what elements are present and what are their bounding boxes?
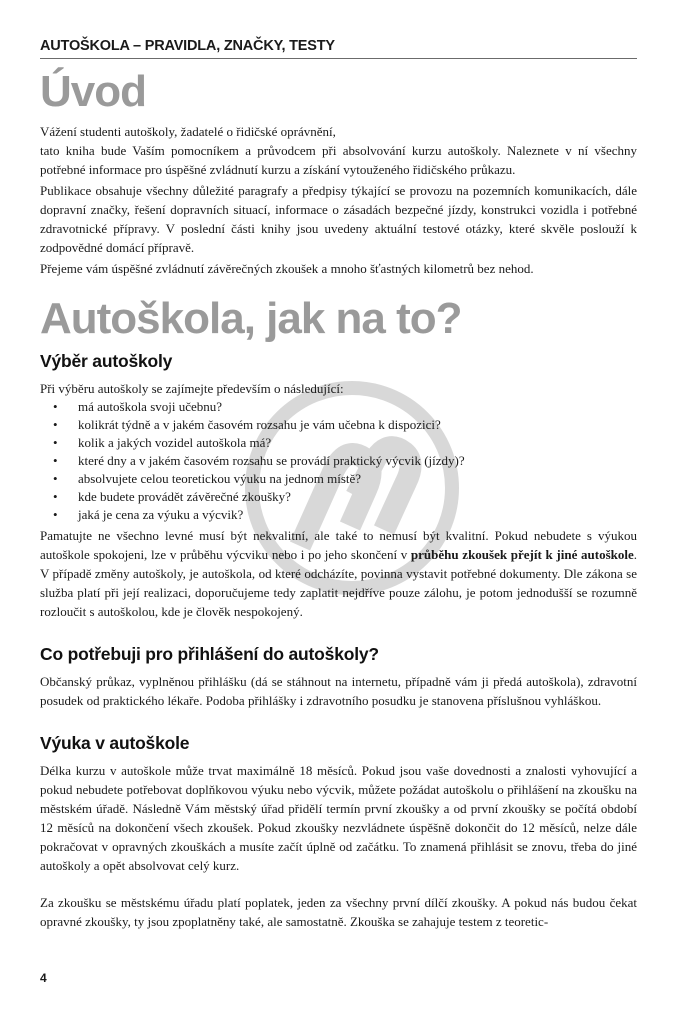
chapter-title: Autoškola, jak na to? (40, 294, 462, 343)
teaching-paragraph: Za zkoušku se městskému úřadu platí poplatek, jeden za všechny první dílčí zkoušky. A pokud nás budou čekat opravné zkoušky, ty jsou zpoplatněny také, ale samostatně. Zkouška se zahajuje testem z teoretic- (40, 895, 637, 929)
bullet-icon: • (53, 471, 58, 486)
bullet-icon: • (53, 453, 58, 468)
list-item: • kolik a jakých vozidel autoškola má? (53, 435, 272, 450)
list-item: • absolvujete celou teoretickou výuku na jednom místě? (53, 471, 362, 486)
section-heading-registration: Co potřebuji pro přihlášení do autoškoly? (40, 644, 379, 664)
list-item: • kde budete provádět závěrečné zkoušky? (53, 489, 291, 504)
header-rule (40, 58, 637, 59)
selection-paragraph: Pamatujte ne všechno levné musí být nekvalitní, ale také to nemusí být kvalitní. Pokud nebudete s výukou autoškole spokojeni, lze v průběhu výcviku nebo i po jeho skončení v průběhu zkoušek přejít k jiné autoškole. V případě změny autoškoly, je autoškola, od které odcházíte, povinna vystavit potřebné dokumenty. Dle zákona se služba platí při její realizaci, doporučujeme tedy zaplatit nejdříve pouze zálohu, je potom jednodušší se rozumně rozloučit s autoškolou, kde je člověk nespokojený. (40, 528, 638, 619)
bullet-icon: • (53, 399, 58, 414)
intro-greeting: Vážení studenti autoškoly, žadatelé o řidičské oprávnění, (40, 124, 336, 139)
list-item: • má autoškola svoji učebnu? (53, 399, 223, 414)
bullet-icon: • (53, 435, 58, 450)
intro-paragraph: Publikace obsahuje všechny důležité paragrafy a předpisy týkající se provozu na pozemních komunikacích, dále dopravní značky, řešení dopravních situací, informace o zásadách bezpečné jízdy, konstrukci vozidla i potřebné zdravotnické přípravy. V poslední části knihy jsou uvedeny aktuální testové otázky, které skvěle poslouží k zodpovědné domácí přípravě. (40, 183, 637, 255)
running-header: AUTOŠKOLA – PRAVIDLA, ZNAČKY, TESTY (40, 38, 335, 54)
bullet-icon: • (53, 489, 58, 504)
teaching-paragraph: Délka kurzu v autoškole může trvat maximálně 18 měsíců. Pokud jsou vaše dovednosti a znalosti vyhovující a pokud nebudete potřebovat doplňkovou výuku nebo výcvik, můžete požádat autoškolu o přihlášení na zkoušku na městském úřadě. Následně Vám městský úřad přidělí termín první zkoušky a od první zkoušky se počítá období 12 měsíců na dokončení všech zkoušek. Pokud zkoušky nezvládnete úspěšně dokončit do 12 měsíců, nelze dále pokračovat v opravných zkouškách a musíte začít úplně od začátku. To znamená přihlásit se znovu, třeba do jiné autoškoly a opět absolvovat celý kurz. (40, 763, 637, 873)
intro-paragraph: tato kniha bude Vaším pomocníkem a průvodcem při absolvování kurzu autoškoly. Naleznete v ní všechny potřebné informace pro úspěšné zvládnutí kurzu a získání vytouženého řidičského průkazu. (40, 143, 637, 177)
page-content (40, 65, 637, 931)
list-item: • které dny a v jakém časovém rozsahu se provádí praktický výcvik (jízdy)? (53, 453, 465, 468)
section-heading-selection: Výběr autoškoly (40, 351, 173, 371)
registration-paragraph: Občanský průkaz, vyplněnou přihlášku (dá se stáhnout na internetu, případně vám ji předá autoškola), zdravotní posudek od praktického lékaře. Podoba přihlášky i zdravotního posudku je stanovena příslušnou vyhláškou. (40, 674, 637, 708)
page-number: 4 (40, 971, 47, 985)
bullet-icon: • (53, 417, 58, 432)
selection-lead: Při výběru autoškoly se zajímejte především o následující: (40, 381, 344, 396)
list-item: • kolikrát týdně a v jakém časovém rozsahu je vám učebna k dispozici? (53, 417, 441, 432)
list-item: • jaká je cena za výuku a výcvik? (53, 507, 244, 522)
bullet-icon: • (53, 507, 58, 522)
intro-paragraph: Přejeme vám úspěšné zvládnutí závěrečných zkoušek a mnoho šťastných kilometrů bez nehod. (40, 261, 534, 276)
emphasis-text: průběhu zkoušek přejít k jiné autoškole (410, 547, 634, 562)
section-heading-teaching: Výuka v autoškole (40, 733, 190, 753)
intro-title: Úvod (40, 67, 146, 116)
selection-checklist (40, 398, 637, 524)
